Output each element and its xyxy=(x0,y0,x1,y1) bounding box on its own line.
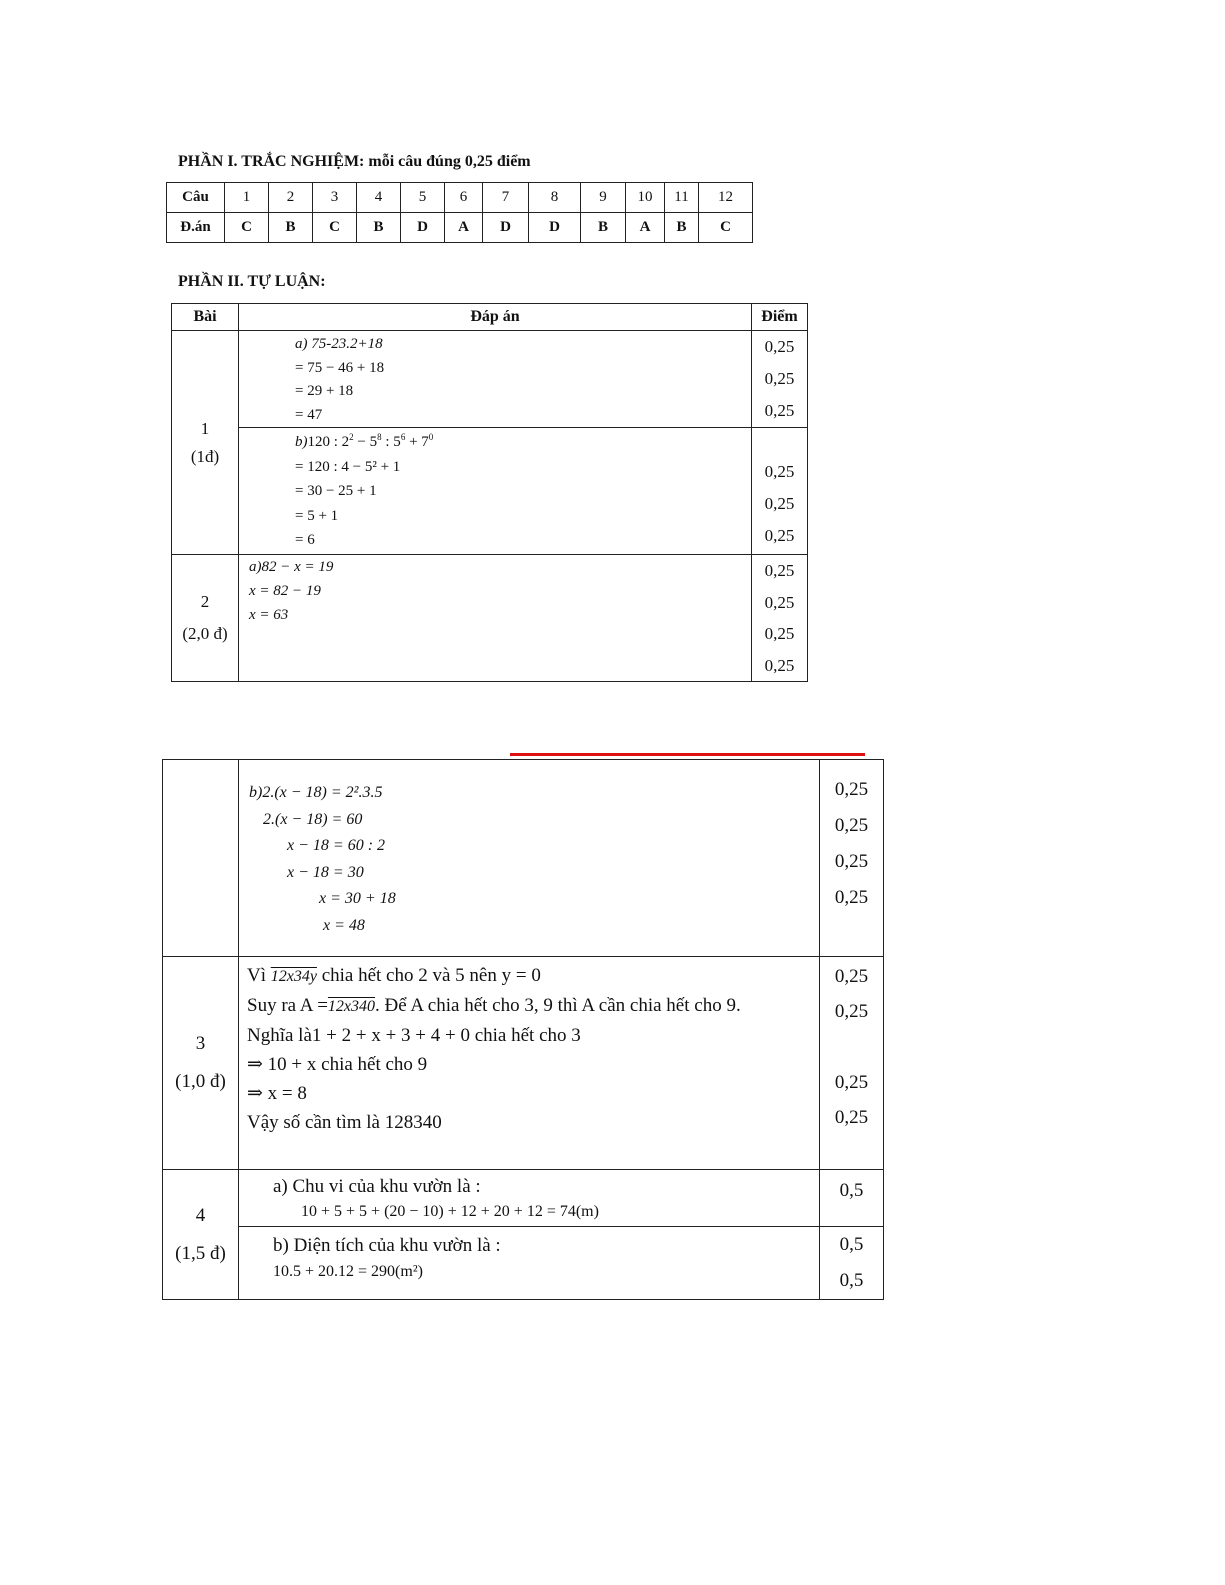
score: 0,25 xyxy=(764,592,795,612)
score: 0,25 xyxy=(764,561,795,580)
bai4-number: 4 xyxy=(195,1204,206,1226)
question-number: 8 xyxy=(529,183,581,213)
score: 0,25 xyxy=(834,851,869,872)
part2-title: PHẦN II. TỰ LUẬN: xyxy=(178,273,326,290)
text-fragment: . Để A chia hết cho 3, 9 thì A cần chia hết cho 9. xyxy=(375,995,741,1016)
bai1-number: 1 xyxy=(200,418,210,438)
score: 0,25 xyxy=(764,337,795,356)
question-number: 3 xyxy=(313,183,357,213)
answer-cell: A xyxy=(445,213,483,243)
header-diem: Điểm xyxy=(752,304,808,331)
solution-line: = 6 xyxy=(295,532,315,548)
essay-answer-table-1 xyxy=(171,303,808,682)
score: 0,25 xyxy=(834,779,869,800)
score-spacer xyxy=(820,1029,883,1065)
solution-line xyxy=(247,991,819,1021)
solution-line: x − 18 = 30 xyxy=(287,863,364,881)
bai2-b-scores xyxy=(820,760,884,957)
answer-cell: B xyxy=(665,213,699,243)
header-bai: Bài xyxy=(172,304,239,331)
question-number: 1 xyxy=(225,183,269,213)
answer-cell: D xyxy=(401,213,445,243)
solution-line: Vậy số cần tìm là 128340 xyxy=(247,1112,442,1133)
bai2-a-solution xyxy=(239,555,752,682)
score: 0,25 xyxy=(764,624,795,643)
question-number: 7 xyxy=(483,183,529,213)
bai2-label xyxy=(172,555,239,682)
score: 0,25 xyxy=(834,887,869,908)
bai2-number: 2 xyxy=(200,592,210,611)
red-line-decoration xyxy=(510,753,865,756)
bai3-label xyxy=(163,957,239,1170)
score: 0,25 xyxy=(834,815,869,836)
solution-line: a) 75-23.2+18 xyxy=(295,336,383,352)
question-number: 12 xyxy=(699,183,753,213)
solution-line: x − 18 = 60 : 2 xyxy=(287,837,386,854)
header-dap-an: Đáp án xyxy=(239,304,752,331)
bai2-b-solution xyxy=(239,760,820,957)
answer-cell: C xyxy=(699,213,753,243)
answer-cell: D xyxy=(529,213,581,243)
multiple-choice-answer-table xyxy=(166,182,753,243)
answer-cell: B xyxy=(269,213,313,243)
question-number: 9 xyxy=(581,183,626,213)
solution-line: a) Chu vi của khu vườn là : xyxy=(273,1176,481,1197)
question-row xyxy=(167,183,753,213)
part1-title: PHẦN I. TRẮC NGHIỆM: mỗi câu đúng 0,25 điểm xyxy=(178,153,531,170)
answer-cell: D xyxy=(483,213,529,243)
bai4-label xyxy=(163,1170,239,1300)
score: 0,25 xyxy=(764,369,795,388)
bai4-b-scores xyxy=(820,1227,884,1300)
score: 0,25 xyxy=(764,494,795,513)
solution-line: x = 48 xyxy=(323,916,365,934)
score: 0,5 xyxy=(839,1234,864,1255)
solution-line: = 75 − 46 + 18 xyxy=(295,359,385,376)
bai2-a-scores xyxy=(752,555,808,682)
question-number: 5 xyxy=(401,183,445,213)
solution-line: a)82 − x = 19 xyxy=(249,559,334,575)
bai4-points: (1,5 đ) xyxy=(175,1242,226,1264)
bai1-b-scores xyxy=(752,428,808,555)
solution-line: 10 + 5 + 5 + (20 − 10) + 12 + 20 + 12 = 74(m) xyxy=(301,1203,599,1220)
bai4-a-scores xyxy=(820,1170,884,1227)
question-number: 10 xyxy=(626,183,665,213)
text-fragment: Vì xyxy=(247,965,266,986)
solution-line: x = 82 − 19 xyxy=(249,583,321,599)
bai2-a-row xyxy=(172,555,808,682)
score: 0,25 xyxy=(834,1107,869,1128)
bai2-b-row xyxy=(163,760,884,957)
solution-line: Nghĩa là1 + 2 + x + 3 + 4 + 0 chia hết cho 3 xyxy=(247,1025,581,1046)
solution-line: 10.5 + 20.12 = 290(m²) xyxy=(273,1263,423,1280)
answer-row xyxy=(167,213,753,243)
bai1-a-solution xyxy=(239,331,752,428)
answer-label: Đ.án xyxy=(167,213,225,243)
solution-line xyxy=(247,961,819,991)
question-label: Câu xyxy=(167,183,225,213)
bai1-a-row xyxy=(172,331,808,428)
answer-cell: B xyxy=(357,213,401,243)
solution-line: 2.(x − 18) = 60 xyxy=(263,810,363,828)
score: 0,25 xyxy=(764,526,795,545)
solution-line: = 47 xyxy=(295,406,323,423)
score: 0,25 xyxy=(834,1001,869,1022)
bai1-b-row xyxy=(172,428,808,555)
bai1-label xyxy=(172,331,239,555)
answer-cell: C xyxy=(225,213,269,243)
solution-line: x = 63 xyxy=(249,607,289,623)
question-number: 6 xyxy=(445,183,483,213)
score: 0,5 xyxy=(839,1180,864,1201)
answer-cell: B xyxy=(581,213,626,243)
bai3-solution xyxy=(239,957,820,1170)
overlined-number: 12x340 xyxy=(327,998,376,1015)
score: 0,25 xyxy=(834,966,869,987)
bai3-points: (1,0 đ) xyxy=(175,1071,226,1092)
answer-cell: C xyxy=(313,213,357,243)
solution-line: = 30 − 25 + 1 xyxy=(295,483,377,499)
score: 0,5 xyxy=(839,1270,864,1291)
bai3-row xyxy=(163,957,884,1170)
solution-line: x = 30 + 18 xyxy=(319,890,396,907)
overlined-number: 12x34y xyxy=(270,968,317,985)
bai1-a-scores xyxy=(752,331,808,428)
solution-line: ⇒ 10 + x chia hết cho 9 xyxy=(247,1054,428,1075)
solution-line: = 120 : 4 − 5² + 1 xyxy=(295,458,401,475)
bai4-a-solution xyxy=(239,1170,820,1227)
text-fragment: Suy ra A = xyxy=(247,995,328,1016)
solution-line: = 5 + 1 xyxy=(295,507,339,524)
solution-line: b)2.(x − 18) = 2².3.5 xyxy=(249,784,383,801)
solution-line: ⇒ x = 8 xyxy=(247,1083,307,1104)
bai3-scores xyxy=(820,957,884,1170)
score: 0,25 xyxy=(764,655,795,675)
score: 0,25 xyxy=(764,401,795,420)
header-row xyxy=(172,304,808,331)
bai1-points: (1đ) xyxy=(190,446,220,466)
bai4-b-row xyxy=(163,1227,884,1300)
bai1-b-solution xyxy=(239,428,752,555)
bai3-number: 3 xyxy=(195,1033,206,1054)
question-number: 2 xyxy=(269,183,313,213)
question-number: 4 xyxy=(357,183,401,213)
bai2-b-label-empty xyxy=(163,760,239,957)
solution-line: b) Diện tích của khu vườn là : xyxy=(273,1235,501,1256)
essay-answer-table-2 xyxy=(162,759,884,1300)
answer-cell: A xyxy=(626,213,665,243)
question-number: 11 xyxy=(665,183,699,213)
bai4-b-solution xyxy=(239,1227,820,1300)
bai2-points: (2,0 đ) xyxy=(182,624,228,643)
score: 0,25 xyxy=(834,1072,869,1093)
text-fragment: chia hết cho 2 và 5 nên y = 0 xyxy=(321,965,541,986)
solution-line: = 29 + 18 xyxy=(295,383,354,399)
score: 0,25 xyxy=(764,462,795,481)
solution-line-b-title: b)120 : $2^2 - 5^8$ : $5^6 + 7^0$ xyxy=(295,432,434,450)
bai4-a-row xyxy=(163,1170,884,1227)
